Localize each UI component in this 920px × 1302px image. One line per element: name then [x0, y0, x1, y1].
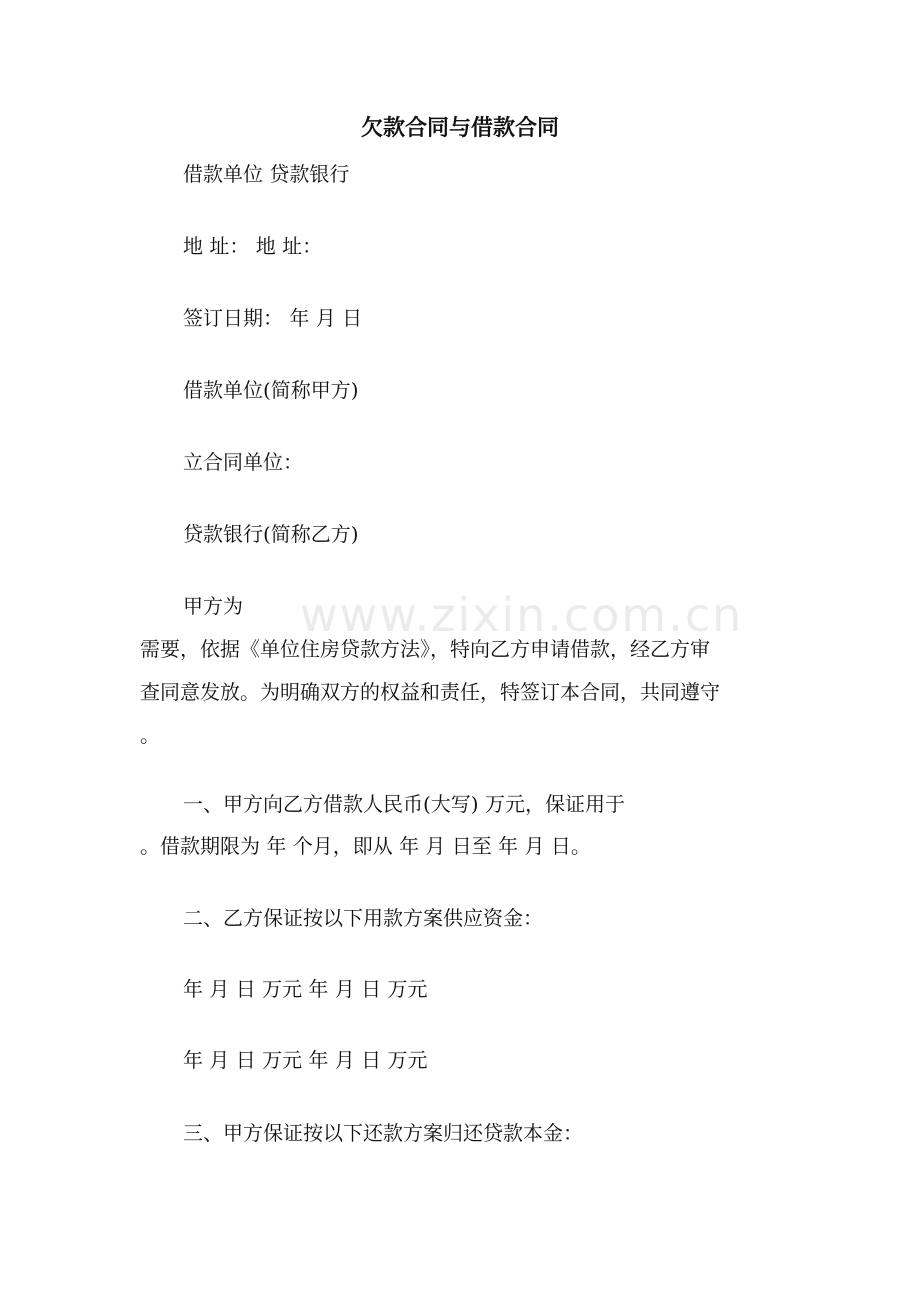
- signing-date-line: 签订日期： 年 月 日: [183, 306, 363, 330]
- borrower-party-a-line: 借款单位(简称甲方): [183, 378, 359, 402]
- paragraph-intro-continued-2: 查同意发放。为明确双方的权益和责任，特签订本合同，共同遵守: [140, 680, 720, 704]
- clause-1-continued: 。借款期限为 年 个月，即从 年 月 日至 年 月 日。: [140, 834, 591, 858]
- paragraph-intro-end: 。: [140, 723, 160, 747]
- paragraph-intro-continued-1: 需要，依据《单位住房贷款方法》，特向乙方申请借款，经乙方审: [140, 637, 710, 661]
- funding-schedule-row-2: 年 月 日 万元 年 月 日 万元: [183, 1048, 428, 1072]
- paragraph-intro-line: 甲方为: [183, 594, 243, 618]
- lender-party-b-line: 贷款银行(简称乙方): [183, 522, 359, 546]
- document-title: 欠款合同与借款合同: [360, 115, 559, 141]
- clause-3-line: 三、甲方保证按以下还款方案归还贷款本金：: [183, 1121, 583, 1145]
- funding-schedule-row-1: 年 月 日 万元 年 月 日 万元: [183, 977, 428, 1001]
- parties-header-line: 借款单位 贷款银行: [183, 162, 350, 186]
- watermark: www.zixin.com.cn: [300, 588, 744, 642]
- clause-2-line: 二、乙方保证按以下用款方案供应资金：: [183, 906, 543, 930]
- contracting-unit-line: 立合同单位：: [183, 450, 303, 474]
- clause-1-line: 一、甲方向乙方借款人民币(大写) 万元，保证用于: [183, 792, 625, 816]
- address-line: 地 址： 地 址：: [183, 234, 323, 258]
